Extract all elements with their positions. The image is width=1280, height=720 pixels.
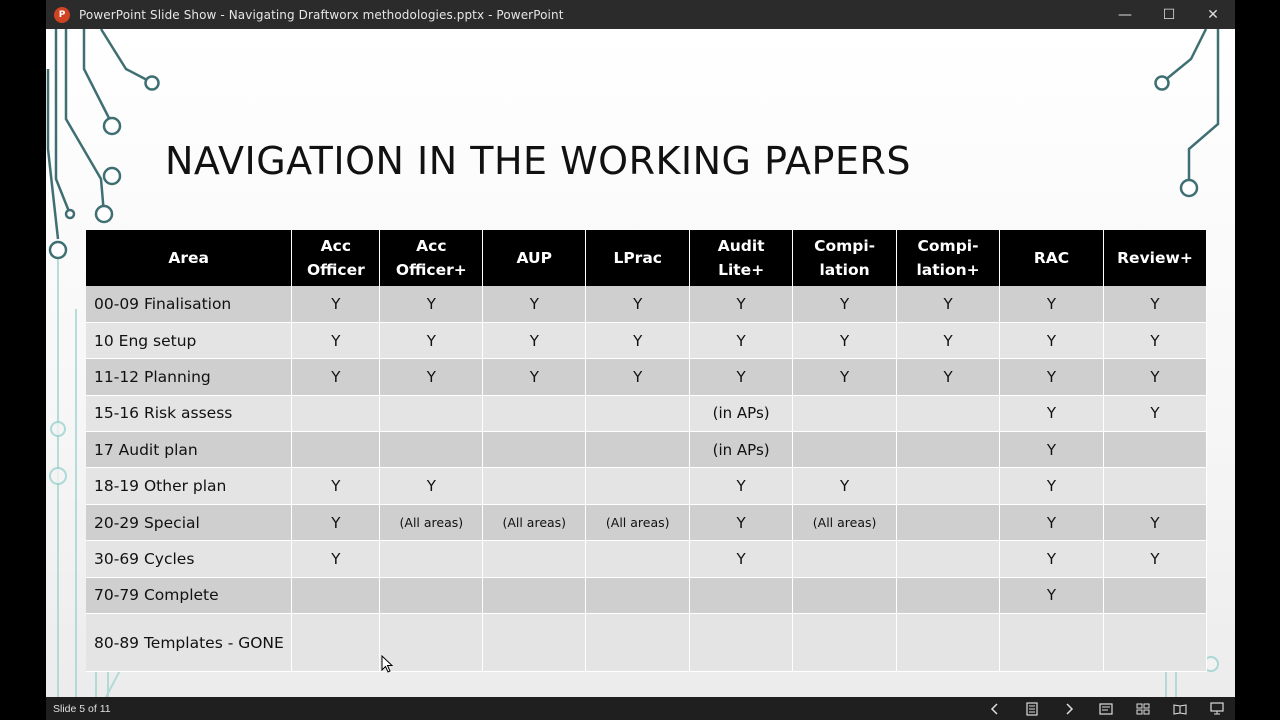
mouse-pointer-icon xyxy=(381,655,395,675)
table-cell xyxy=(380,614,483,672)
table-cell: Y xyxy=(1103,322,1206,358)
table-cell xyxy=(897,468,1000,504)
slideshow-view-icon[interactable] xyxy=(1198,697,1235,720)
header-cell: Compi- lation xyxy=(793,230,897,286)
slide-counter: Slide 5 of 11 xyxy=(53,702,111,715)
table-cell xyxy=(586,432,690,468)
table-cell xyxy=(1103,577,1206,613)
table-cell: Y xyxy=(793,468,897,504)
powerpoint-app-icon: P xyxy=(54,7,70,23)
table-row xyxy=(86,432,1207,468)
window-titlebar xyxy=(46,0,1235,29)
table-row xyxy=(86,614,1207,672)
table-cell: Y xyxy=(1000,286,1104,322)
reading-view-icon[interactable] xyxy=(1161,697,1198,720)
table-row xyxy=(86,577,1207,613)
area-cell: 20-29 Special xyxy=(86,504,292,540)
normal-view-icon[interactable] xyxy=(1087,697,1124,720)
table-cell xyxy=(483,395,586,431)
table-cell: Y xyxy=(380,286,483,322)
table-cell: Y xyxy=(1000,504,1104,540)
header-area: Area xyxy=(86,230,292,286)
table-row xyxy=(86,541,1207,577)
table-cell xyxy=(483,577,586,613)
table-cell xyxy=(380,577,483,613)
table-cell xyxy=(586,468,690,504)
table-cell: Y xyxy=(1000,468,1104,504)
table-cell: Y xyxy=(1000,395,1104,431)
maximize-button[interactable]: ☐ xyxy=(1162,6,1176,23)
next-icon[interactable] xyxy=(1050,697,1087,720)
table-cell xyxy=(793,541,897,577)
table-cell: (in APs) xyxy=(690,432,793,468)
table-cell: Y xyxy=(1103,541,1206,577)
table-cell xyxy=(793,614,897,672)
table-cell xyxy=(483,541,586,577)
table-cell: Y xyxy=(793,286,897,322)
table-cell: Y xyxy=(690,504,793,540)
table-cell: Y xyxy=(690,468,793,504)
table-cell: Y xyxy=(292,286,380,322)
table-cell: Y xyxy=(586,322,690,358)
table-cell xyxy=(1103,614,1206,672)
table-cell xyxy=(1103,432,1206,468)
table-cell: Y xyxy=(1000,577,1104,613)
table-cell: Y xyxy=(586,359,690,395)
table-cell: Y xyxy=(292,504,380,540)
header-cell: Audit Lite+ xyxy=(690,230,793,286)
table-cell: (All areas) xyxy=(483,504,586,540)
table-cell: (All areas) xyxy=(586,504,690,540)
table-cell: Y xyxy=(1000,322,1104,358)
table-cell: (in APs) xyxy=(690,395,793,431)
table-cell xyxy=(690,614,793,672)
table-cell xyxy=(897,504,1000,540)
area-cell: 10 Eng setup xyxy=(86,322,292,358)
table-cell xyxy=(690,577,793,613)
table-cell: Y xyxy=(690,322,793,358)
table-cell: Y xyxy=(1103,359,1206,395)
table-row xyxy=(86,468,1207,504)
table-cell: (All areas) xyxy=(793,504,897,540)
slide-title: NAVIGATION IN THE WORKING PAPERS xyxy=(165,139,911,183)
methodology-table xyxy=(86,230,1207,672)
table-header-row xyxy=(86,230,1207,286)
table-cell: Y xyxy=(1103,504,1206,540)
table-cell: Y xyxy=(690,541,793,577)
table-cell: Y xyxy=(1000,432,1104,468)
table-cell: Y xyxy=(292,359,380,395)
table-cell: Y xyxy=(1000,541,1104,577)
table-cell xyxy=(1103,468,1206,504)
table-row xyxy=(86,504,1207,540)
table-cell xyxy=(483,468,586,504)
table-cell: Y xyxy=(793,322,897,358)
table-cell: Y xyxy=(1000,359,1104,395)
window-title: PowerPoint Slide Show - Navigating Draftworx methodologies.pptx - PowerPoint xyxy=(79,7,564,22)
table-cell: Y xyxy=(292,322,380,358)
table-cell xyxy=(897,577,1000,613)
table-cell xyxy=(292,614,380,672)
table-cell: Y xyxy=(292,468,380,504)
table-cell xyxy=(292,432,380,468)
header-cell: Acc Officer+ xyxy=(380,230,483,286)
area-cell: 15-16 Risk assess xyxy=(86,395,292,431)
table-cell xyxy=(897,395,1000,431)
table-cell xyxy=(897,614,1000,672)
table-body xyxy=(86,286,1207,672)
table-row xyxy=(86,286,1207,322)
table-cell: Y xyxy=(897,359,1000,395)
header-cell: LPrac xyxy=(586,230,690,286)
table-cell: Y xyxy=(690,359,793,395)
header-cell: Review+ xyxy=(1103,230,1206,286)
table-cell: Y xyxy=(380,468,483,504)
table-cell: Y xyxy=(586,286,690,322)
table-cell: Y xyxy=(380,359,483,395)
table-cell xyxy=(897,432,1000,468)
table-cell xyxy=(586,395,690,431)
area-cell: 00-09 Finalisation xyxy=(86,286,292,322)
area-cell: 17 Audit plan xyxy=(86,432,292,468)
table-cell: Y xyxy=(380,322,483,358)
table-cell: Y xyxy=(1103,395,1206,431)
slide-sorter-icon[interactable] xyxy=(1124,697,1161,720)
table-cell xyxy=(586,541,690,577)
table-row xyxy=(86,322,1207,358)
table-cell xyxy=(586,614,690,672)
table-cell: Y xyxy=(292,541,380,577)
area-cell: 11-12 Planning xyxy=(86,359,292,395)
slideshow-statusbar xyxy=(46,697,1235,720)
table-cell xyxy=(292,577,380,613)
table-cell: Y xyxy=(483,359,586,395)
table-cell xyxy=(483,614,586,672)
header-cell: RAC xyxy=(1000,230,1104,286)
table-row xyxy=(86,359,1207,395)
table-cell xyxy=(897,541,1000,577)
table-cell: Y xyxy=(897,322,1000,358)
table-cell: Y xyxy=(483,322,586,358)
header-cell: Acc Officer xyxy=(292,230,380,286)
table-cell: (All areas) xyxy=(380,504,483,540)
table-cell: Y xyxy=(1103,286,1206,322)
table-cell: Y xyxy=(690,286,793,322)
slide-menu-icon[interactable] xyxy=(1013,697,1050,720)
table-cell xyxy=(793,395,897,431)
table-cell xyxy=(380,395,483,431)
table-cell xyxy=(483,432,586,468)
header-cell: AUP xyxy=(483,230,586,286)
table-row xyxy=(86,395,1207,431)
close-button[interactable]: ✕ xyxy=(1207,6,1219,23)
table-cell xyxy=(586,577,690,613)
table-cell xyxy=(380,432,483,468)
minimize-button[interactable]: — xyxy=(1118,6,1132,23)
table-cell xyxy=(793,577,897,613)
prev-icon[interactable] xyxy=(976,697,1013,720)
area-cell: 70-79 Complete xyxy=(86,577,292,613)
table-cell xyxy=(793,432,897,468)
table-cell xyxy=(1000,614,1104,672)
table-cell xyxy=(380,541,483,577)
table-cell xyxy=(292,395,380,431)
header-cell: Compi- lation+ xyxy=(897,230,1000,286)
area-cell: 80-89 Templates - GONE xyxy=(86,614,292,672)
table-cell: Y xyxy=(897,286,1000,322)
area-cell: 30-69 Cycles xyxy=(86,541,292,577)
area-cell: 18-19 Other plan xyxy=(86,468,292,504)
table-cell: Y xyxy=(483,286,586,322)
table-cell: Y xyxy=(793,359,897,395)
slide-canvas xyxy=(46,29,1235,697)
